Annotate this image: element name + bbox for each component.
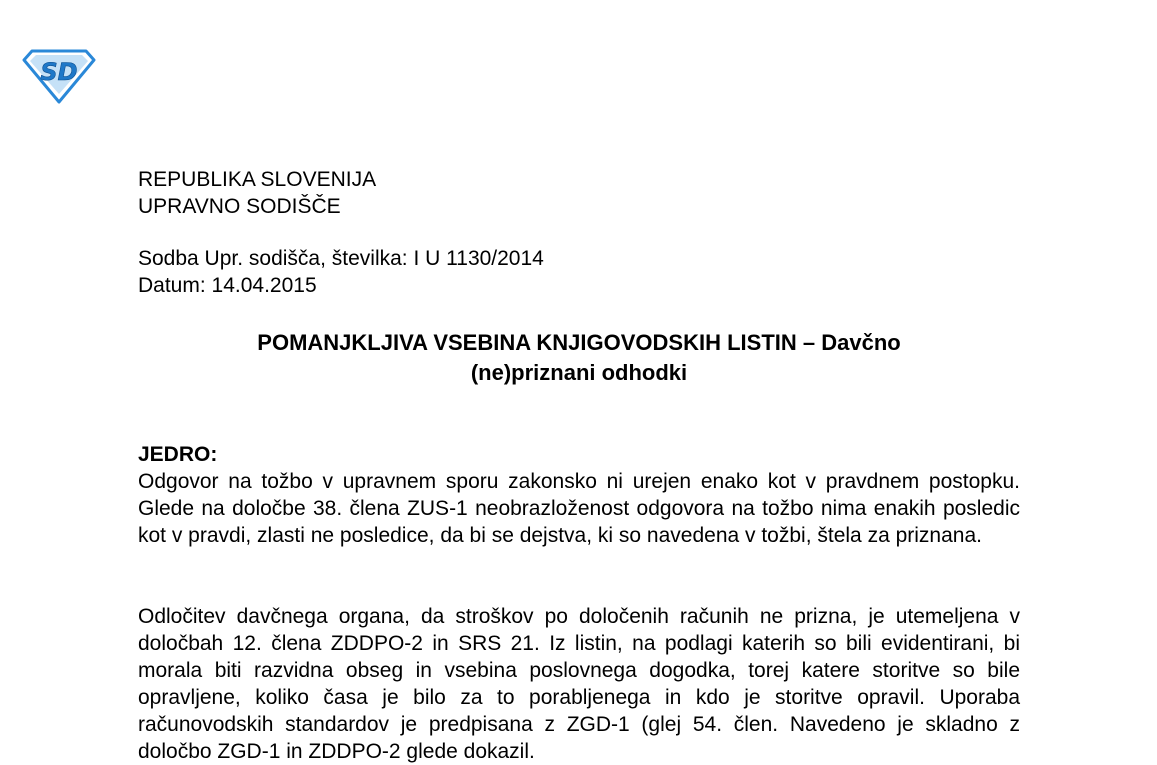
paragraph-1: Odgovor na tožbo v upravnem sporu zakonsko ni urejen enako kot v pravdnem postopku. Glede na določbe 38. člena ZUS-1 neobrazloženost odgovora na tožbo nima enakih posledic kot v pravdi, zlasti ne posledice, da bi se dejstva, ki so navedena v tožbi, štela za priznana. [138, 470, 1020, 547]
republic-name: REPUBLIKA SLOVENIJA [138, 168, 377, 191]
title-line-1: POMANJKLJIVA VSEBINA KNJIGOVODSKIH LISTIN – Davčno [257, 330, 901, 355]
section-heading: JEDRO: [138, 443, 218, 466]
logo-text: SD [40, 58, 78, 86]
sd-shield-logo-icon [22, 48, 96, 104]
court-name: UPRAVNO SODIŠČE [138, 195, 341, 218]
paragraph-2: Odločitev davčnega organa, da stroškov po določenih računih ne prizna, je utemeljena v določbah 12. člena ZDDPO-2 in SRS 21. Iz listin, na podlagi katerih so bili evidentirani, bi morala biti razvidna obseg in vsebina poslovnega dogodka, torej katere storitve so bile opravljene, koliko časa je bilo za to porabljenega in kdo je storitve opravil. Uporaba računovodskih standardov je predpisana z ZGD-1 (glej 54. člen. Navedeno je skladno z določbo ZGD-1 in ZDDPO-2 glede dokazil. [138, 605, 1020, 763]
decision-date: Datum: 14.04.2015 [138, 274, 317, 297]
court-logo [22, 48, 96, 104]
case-number: Sodba Upr. sodišča, številka: I U 1130/2014 [138, 247, 544, 270]
document-title [138, 328, 1020, 388]
title-line-2: (ne)priznani odhodki [470, 360, 688, 385]
case-reference [138, 245, 544, 299]
court-header [138, 166, 376, 220]
